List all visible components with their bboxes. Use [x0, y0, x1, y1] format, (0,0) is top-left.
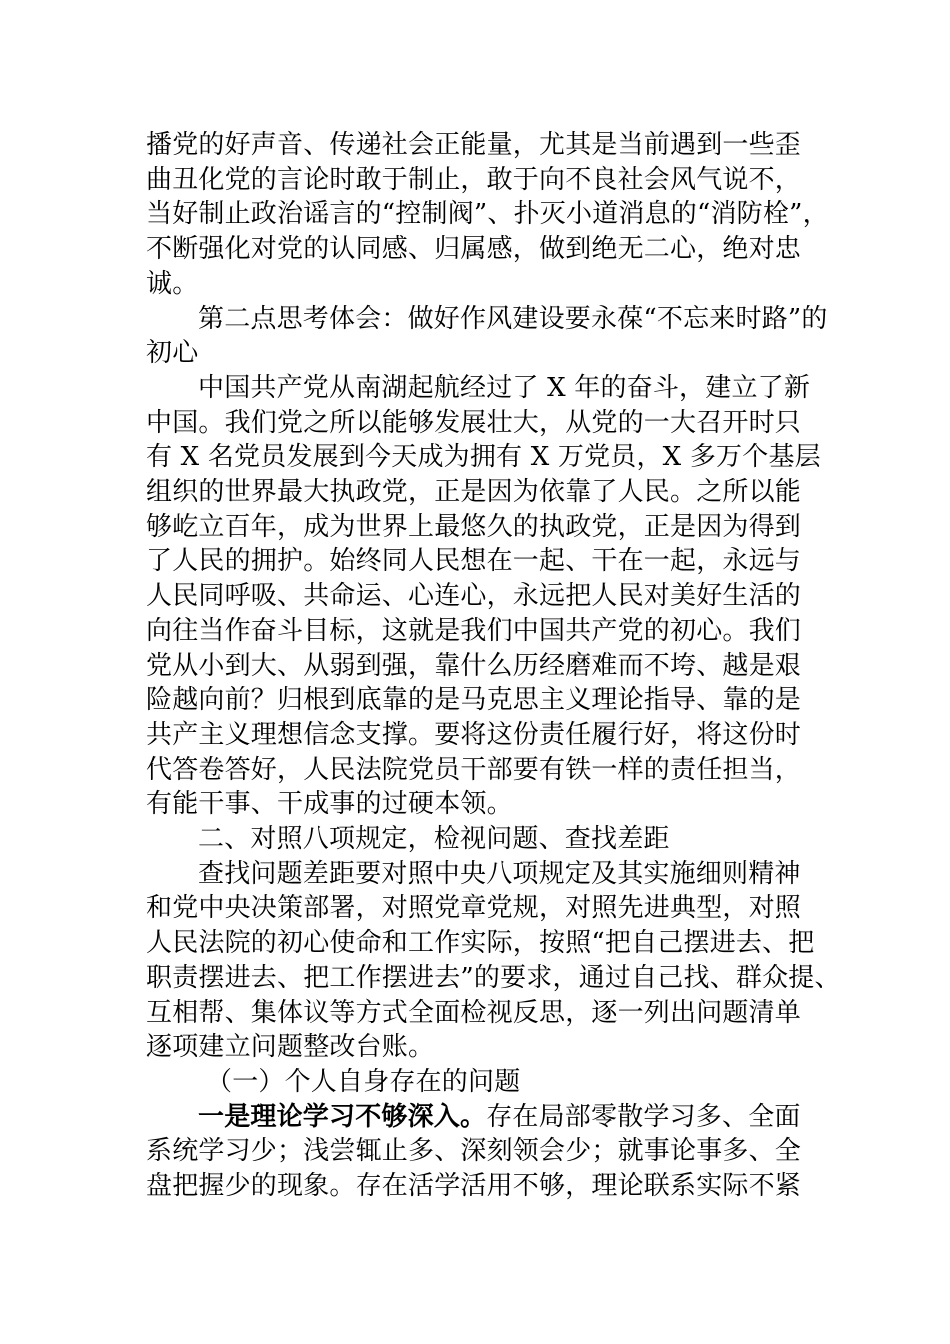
text-line: 中国。我们党之所以能够发展壮大，从党的一大召开时只 — [146, 407, 802, 438]
text-line: 播党的好声音、传递社会正能量，尤其是当前遇到一些歪 — [146, 130, 802, 160]
subheading-line: 第二点思考体会：做好作风建设要永葆“不忘来时路”的 — [198, 303, 828, 334]
section-title: 二、对照八项规定，检视问题、查找差距 — [198, 824, 670, 855]
text-line: 查找问题差距要对照中央八项规定及其实施细则精神 — [198, 858, 801, 889]
text-line: 共产主义理想信念支撑。要将这份责任履行好，将这份时 — [146, 719, 802, 750]
text-line: 有 X 名党员发展到今天成为拥有 X 万党员，X 多万个基层 — [146, 442, 821, 473]
text-line: 险越向前？归根到底靠的是马克思主义理论指导、靠的是 — [146, 685, 802, 716]
subheading-line: 初心 — [146, 338, 199, 369]
text-line: 中国共产党从南湖起航经过了 X 年的奋斗，建立了新 — [198, 372, 811, 403]
text-line: 盘把握少的现象。存在活学活用不够，理论联系实际不紧 — [146, 1171, 802, 1202]
text-line: 曲丑化党的言论时敢于制止，敢于向不良社会风气说不， — [146, 164, 802, 195]
text-line: 党从小到大、从弱到强，靠什么历经磨难而不垮、越是艰 — [146, 650, 802, 681]
text-line: 代答卷答好，人民法院党员干部要有铁一样的责任担当， — [146, 754, 802, 785]
text-line: 职责摆进去、把工作摆进去”的要求，通过自己找、群众提、 — [146, 962, 841, 993]
text-line: 诚。 — [146, 268, 199, 299]
sub-section-title: （一）个人自身存在的问题 — [206, 1066, 521, 1097]
text-line: 和党中央决策部署，对照党章党规，对照先进典型，对照 — [146, 893, 802, 924]
text-line: 了人民的拥护。始终同人民想在一起、干在一起，永远与 — [146, 546, 802, 577]
text-line: 不断强化对党的认同感、归属感，做到绝无二心，绝对忠 — [146, 234, 802, 265]
text-line: 人民同呼吸、共命运、心连心，永远把人民对美好生活的 — [146, 581, 802, 612]
bold-lead: 一是理论学习不够深入。 — [198, 1101, 487, 1132]
text-line: 系统学习少；浅尝辄止多、深刻领会少；就事论事多、全 — [146, 1136, 802, 1167]
text-line: 逐项建立问题整改台账。 — [146, 1032, 435, 1063]
text-line: 组织的世界最大执政党，正是因为依靠了人民。之所以能 — [146, 477, 802, 508]
text-line: 有能干事、干成事的过硬本领。 — [146, 789, 513, 820]
document-body — [146, 128, 841, 1204]
text-line: 当好制止政治谣言的“控制阀”、扑灭小道消息的“消防栓”， — [146, 199, 829, 230]
text-line: 互相帮、集体议等方式全面检视反思，逐一列出问题清单 — [146, 997, 802, 1028]
text-line: 够屹立百年，成为世界上最悠久的执政党，正是因为得到 — [146, 511, 802, 542]
text-span: 存在局部零散学习多、全面 — [486, 1101, 801, 1132]
text-line: 向往当作奋斗目标，这就是我们中国共产党的初心。我们 — [146, 615, 802, 646]
text-line — [146, 1100, 816, 1135]
text-line: 人民法院的初心使命和工作实际，按照“把自己摆进去、把 — [146, 928, 815, 959]
